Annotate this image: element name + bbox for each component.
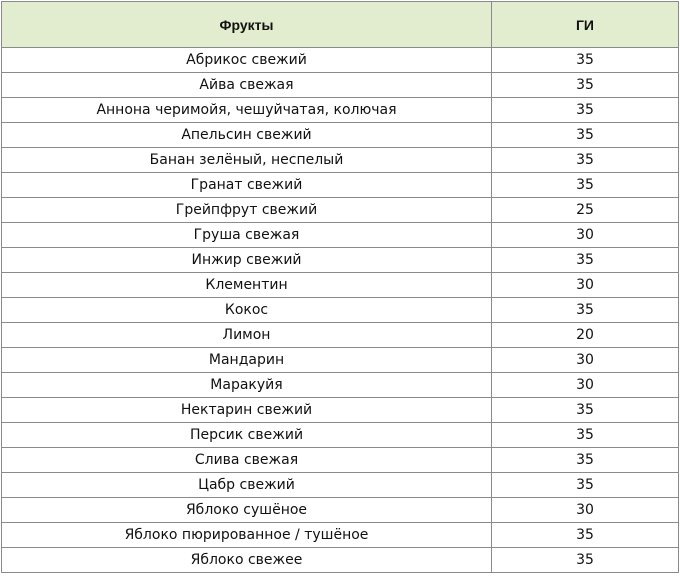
fruit-name-cell: Мандарин (2, 348, 492, 373)
table-row (2, 273, 679, 298)
table-row (2, 548, 679, 573)
fruit-name-cell: Гранат свежий (2, 173, 492, 198)
table-row (2, 323, 679, 348)
fruit-name-cell: Яблоко сушёное (2, 498, 492, 523)
gi-value-cell: 30 (492, 223, 679, 248)
gi-value-cell: 35 (492, 448, 679, 473)
gi-value-cell: 35 (492, 73, 679, 98)
fruit-name-cell: Яблоко свежее (2, 548, 492, 573)
table-row (2, 98, 679, 123)
table-row (2, 73, 679, 98)
fruit-name-cell: Абрикос свежий (2, 48, 492, 73)
table-row (2, 423, 679, 448)
table-row (2, 123, 679, 148)
table-row (2, 173, 679, 198)
fruit-name-cell: Персик свежий (2, 423, 492, 448)
table-header (2, 2, 679, 48)
gi-value-cell: 35 (492, 173, 679, 198)
table-row (2, 348, 679, 373)
fruit-name-cell: Айва свежая (2, 73, 492, 98)
table-row (2, 248, 679, 273)
table-row (2, 473, 679, 498)
fruit-name-cell: Нектарин свежий (2, 398, 492, 423)
gi-value-cell: 35 (492, 298, 679, 323)
gi-value-cell: 30 (492, 498, 679, 523)
fruit-name-cell: Слива свежая (2, 448, 492, 473)
table-row (2, 148, 679, 173)
fruit-name-cell: Аннона черимойя, чешуйчатая, колючая (2, 98, 492, 123)
fruit-name-cell: Грейпфрут свежий (2, 198, 492, 223)
gi-value-cell: 30 (492, 348, 679, 373)
header-row (2, 2, 679, 48)
table-row (2, 223, 679, 248)
fruit-name-cell: Апельсин свежий (2, 123, 492, 148)
gi-value-cell: 35 (492, 48, 679, 73)
fruit-name-cell: Кокос (2, 298, 492, 323)
table-row (2, 48, 679, 73)
gi-value-cell: 35 (492, 248, 679, 273)
table-row (2, 398, 679, 423)
table-row (2, 448, 679, 473)
fruit-name-cell: Клементин (2, 273, 492, 298)
gi-value-cell: 35 (492, 473, 679, 498)
gi-value-cell: 25 (492, 198, 679, 223)
gi-value-cell: 30 (492, 373, 679, 398)
fruit-name-cell: Банан зелёный, неспелый (2, 148, 492, 173)
gi-value-cell: 35 (492, 398, 679, 423)
gi-value-cell: 35 (492, 123, 679, 148)
header-gi: ГИ (492, 2, 679, 48)
gi-value-cell: 35 (492, 98, 679, 123)
fruit-name-cell: Яблоко пюрированное / тушёное (2, 523, 492, 548)
gi-value-cell: 20 (492, 323, 679, 348)
gi-value-cell: 35 (492, 548, 679, 573)
table-row (2, 198, 679, 223)
gi-value-cell: 35 (492, 423, 679, 448)
table-row (2, 298, 679, 323)
table-body (2, 48, 679, 573)
fruit-name-cell: Маракуйя (2, 373, 492, 398)
table-row (2, 523, 679, 548)
fruit-name-cell: Инжир свежий (2, 248, 492, 273)
fruit-name-cell: Лимон (2, 323, 492, 348)
header-fruit: Фрукты (2, 2, 492, 48)
gi-value-cell: 35 (492, 523, 679, 548)
gi-value-cell: 30 (492, 273, 679, 298)
fruit-name-cell: Цабр свежий (2, 473, 492, 498)
table-row (2, 498, 679, 523)
fruit-name-cell: Груша свежая (2, 223, 492, 248)
gi-value-cell: 35 (492, 148, 679, 173)
table-row (2, 373, 679, 398)
glycemic-index-table (1, 1, 679, 573)
